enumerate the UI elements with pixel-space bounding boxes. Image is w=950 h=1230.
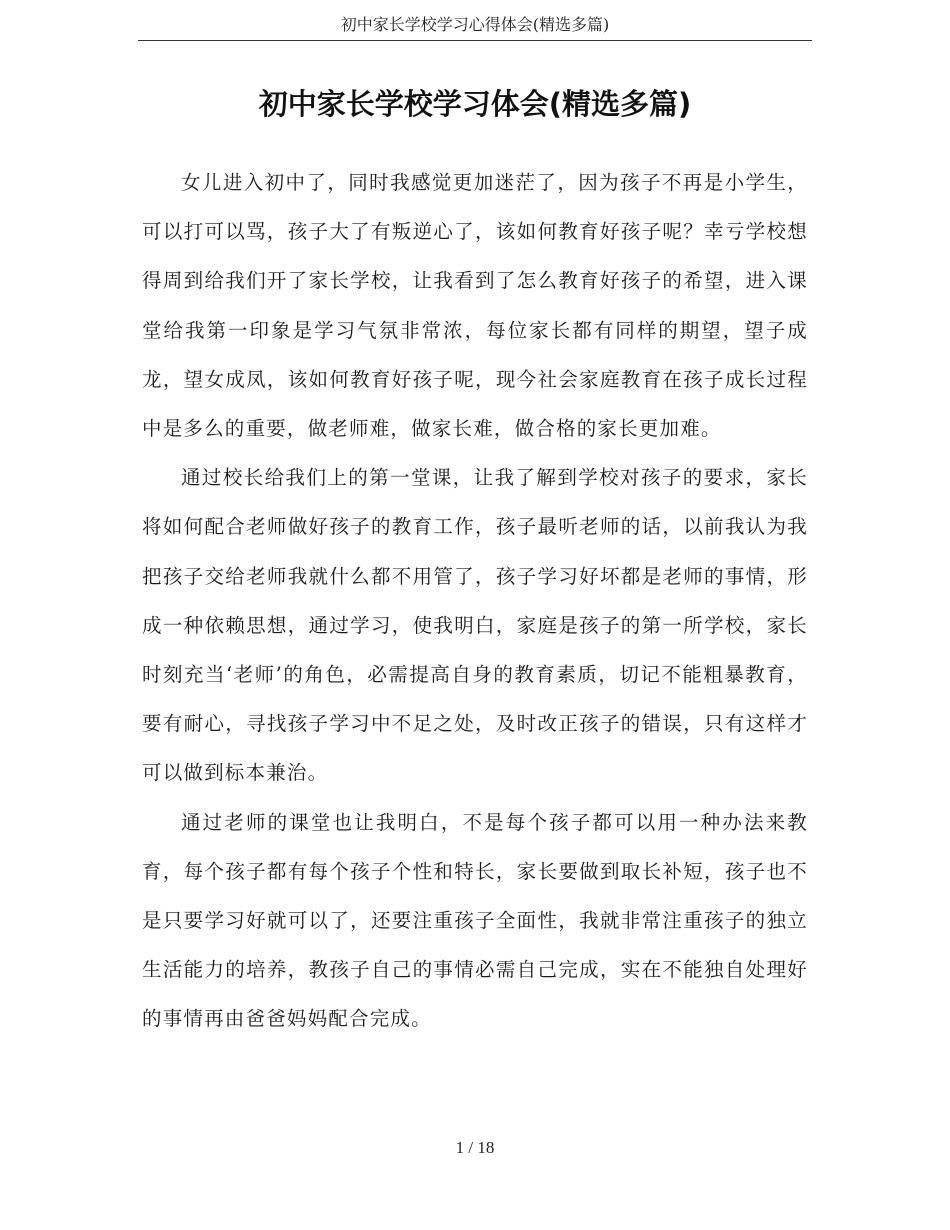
paragraph-3: 通过老师的课堂也让我明白，不是每个孩子都可以用一种办法来教育，每个孩子都有每个孩子个性和特长，家长要做到取长补短，孩子也不是只要学习好就可以了，还要注重孩子全面性，我就非常注重孩子的独立生活能力的培养，教孩子自己的事情必需自己完成，实在不能独自处理好的事情再由爸爸妈妈配合完成。 bbox=[142, 810, 808, 1031]
document-body bbox=[142, 158, 808, 1044]
running-header: 初中家长学校学习心得体会(精选多篇) bbox=[340, 15, 610, 34]
header-divider bbox=[138, 40, 812, 41]
paragraph-1: 女儿进入初中了，同时我感觉更加迷茫了，因为孩子不再是小学生，可以打可以骂，孩子大了有叛逆心了，该如何教育好孩子呢？幸亏学校想得周到给我们开了家长学校，让我看到了怎么教育好孩子的希望，进入课堂给我第一印象是学习气氛非常浓，每位家长都有同样的期望，望子成龙，望女成凤，该如何教育好孩子呢，现今社会家庭教育在孩子成长过程中是多么的重要，做老师难，做家长难，做合格的家长更加难。 bbox=[142, 171, 808, 441]
document-title: 初中家长学校学习体会(精选多篇) bbox=[258, 87, 692, 121]
page-number: 1 / 18 bbox=[455, 1138, 495, 1157]
paragraph-2: 通过校长给我们上的第一堂课，让我了解到学校对孩子的要求，家长将如何配合老师做好孩子的教育工作，孩子最听老师的话，以前我认为我把孩子交给老师我就什么都不用管了，孩子学习好坏都是老师的事情，形成一种依赖思想，通过学习，使我明白，家庭是孩子的第一所学校，家长时刻充当‘老师’的角色，必需提高自身的教育素质，切记不能粗暴教育，要有耐心，寻找孩子学习中不足之处，及时改正孩子的错误，只有这样才可以做到标本兼治。 bbox=[142, 466, 808, 785]
